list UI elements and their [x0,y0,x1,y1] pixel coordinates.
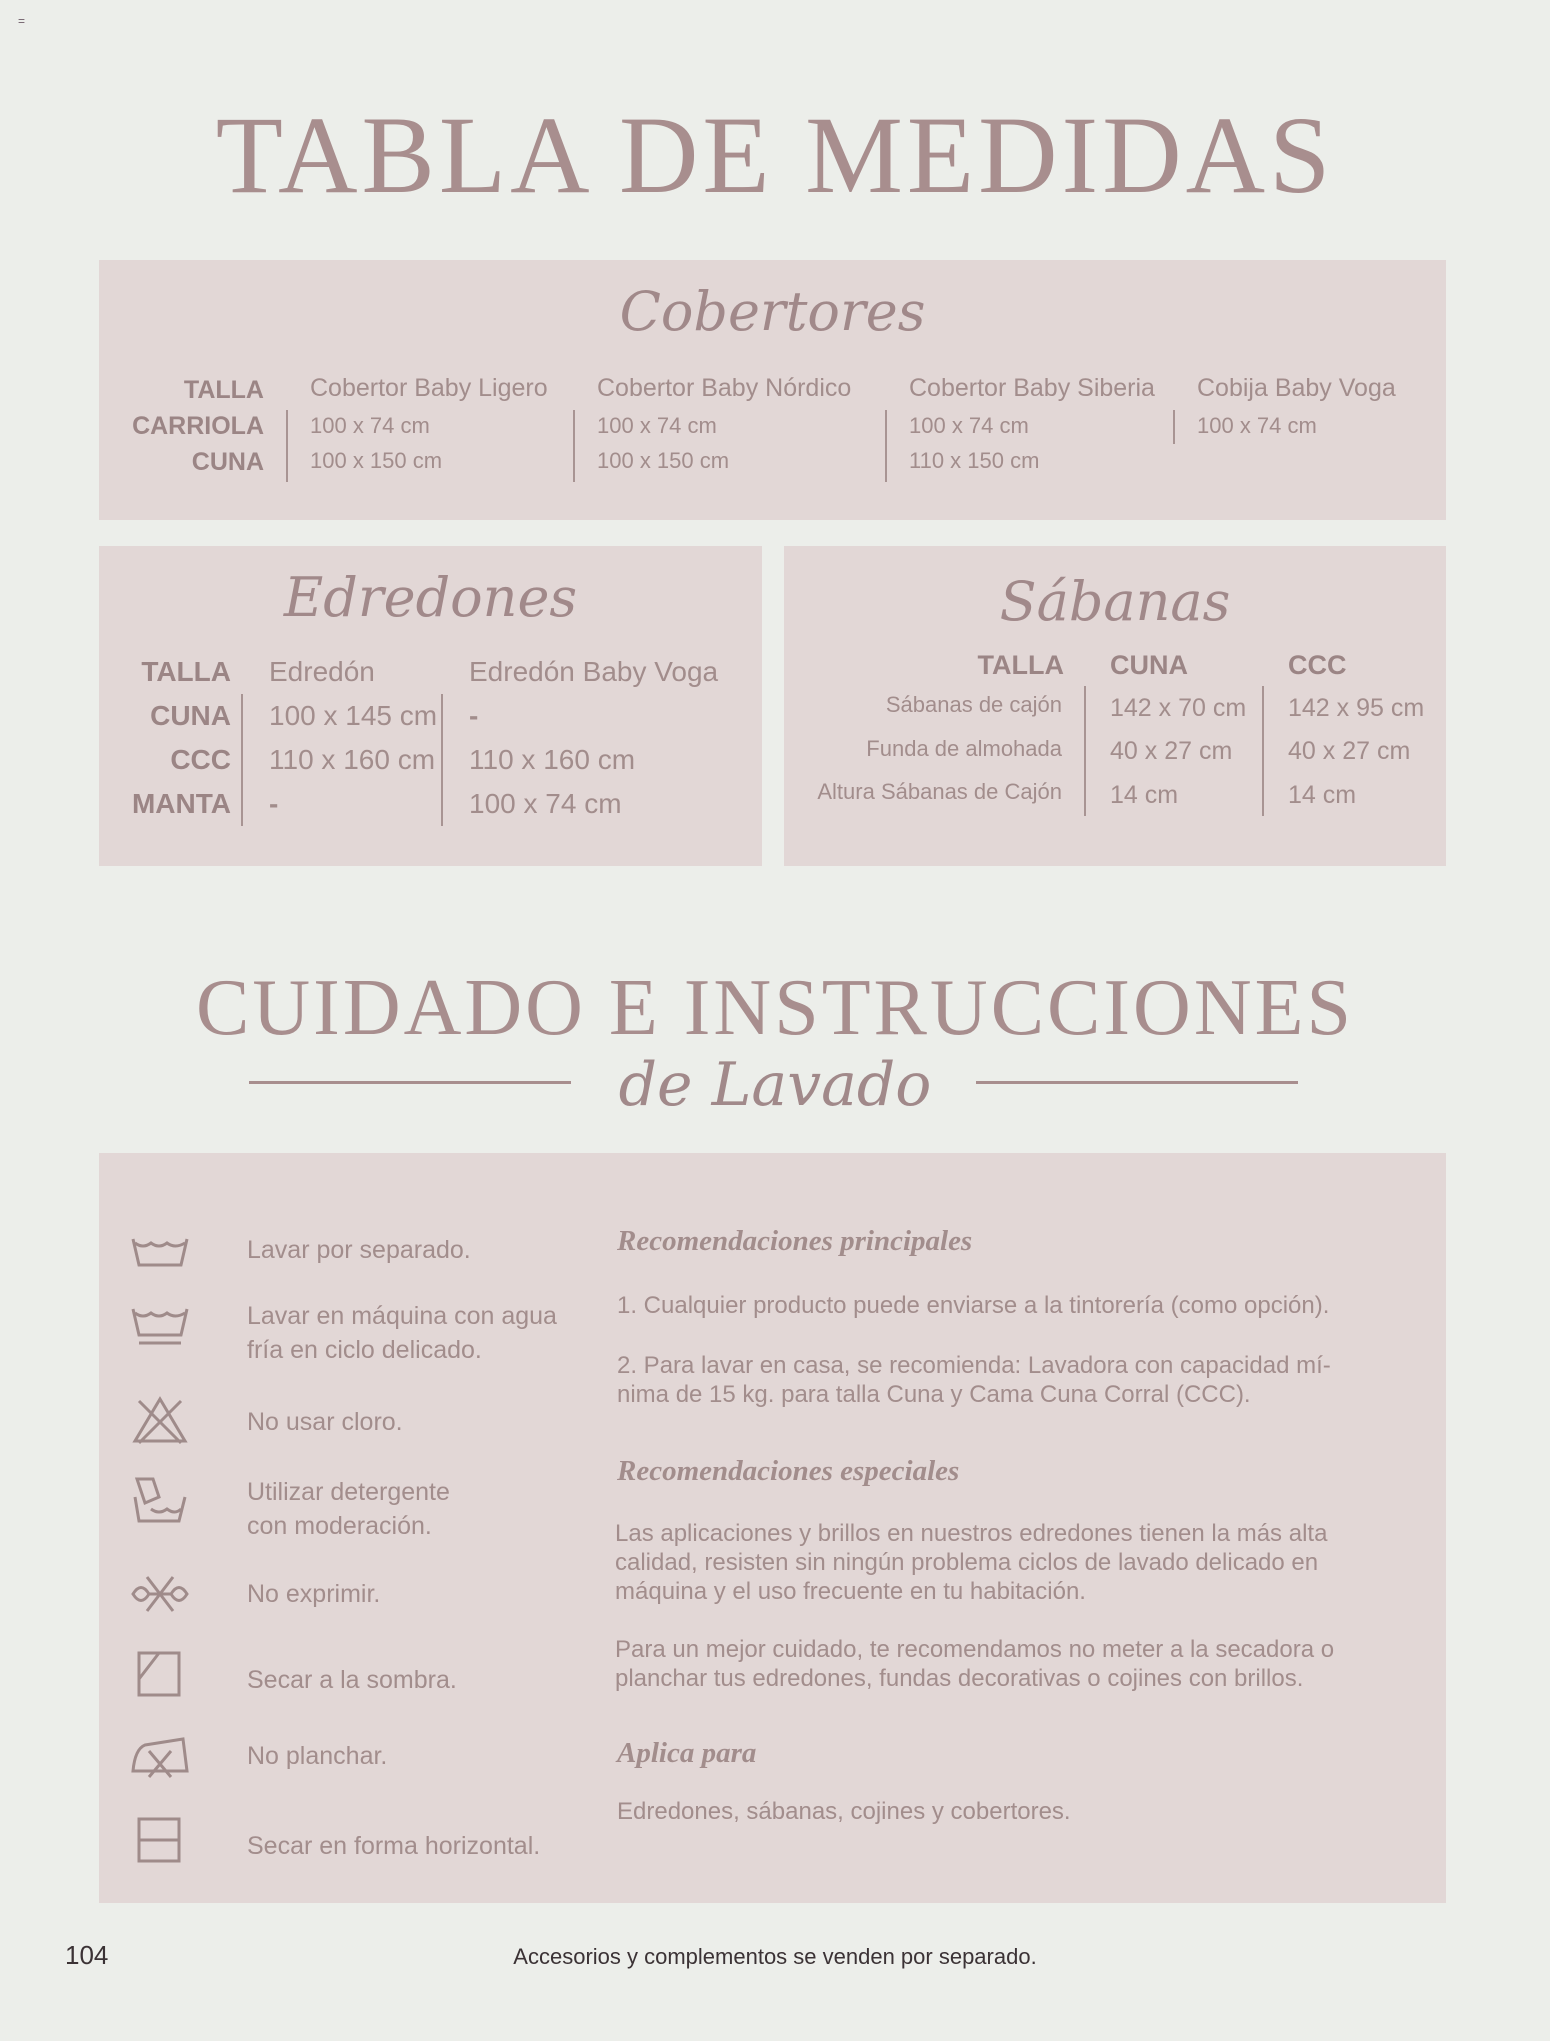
cell-value: - [269,788,279,819]
cobertores-title: Cobertores [619,280,926,343]
care-label: No usar cloro. [247,1408,403,1436]
care-label: Utilizar detergente [247,1478,450,1506]
column-title: Cobertor Baby Nórdico [597,374,852,402]
section-heading: Aplica para [617,1737,757,1769]
row-label-carriola: CARRIOLA [132,412,264,440]
column-title: Edredón [269,656,375,687]
care-subtitle: de Lavado [618,1050,932,1120]
column-title: CCC [1288,650,1347,680]
cell-value: 110 x 160 cm [469,744,636,775]
row-label-cuna: CUNA [191,448,264,476]
header-talla: TALLA [977,650,1064,680]
wash-tub-icon [129,1227,191,1277]
dry-shade-icon [129,1649,191,1699]
no-bleach-icon [129,1395,191,1445]
cell-value: 14 cm [1110,781,1179,809]
footer-note: Accesorios y complementos se venden por separado. [513,1944,1037,1969]
divider [1084,686,1086,816]
sabanas-panel [784,546,1446,866]
care-label: Lavar en máquina con agua [247,1302,557,1330]
cell-value: - [469,700,479,731]
cell-value: 142 x 70 cm [1110,694,1247,722]
divider [1262,686,1264,816]
column-title: CUNA [1110,650,1188,680]
cell-value: 14 cm [1288,781,1357,809]
care-title: CUIDADO E INSTRUCCIONES [196,964,1354,1052]
row-label: Sábanas de cajón [885,692,1062,717]
row-label-manta: MANTA [131,788,231,819]
section-heading: Recomendaciones principales [617,1225,973,1257]
care-label: No exprimir. [247,1580,381,1608]
dry-flat-icon [129,1815,191,1865]
care-label: No planchar. [247,1742,388,1770]
page-title: TABLA DE MEDIDAS [215,94,1335,216]
paragraph: planchar tus edredones, fundas decorativas o cojines con brillos. [615,1665,1304,1692]
paragraph: 1. Cualquier producto puede enviarse a la tintorería (como opción). [617,1292,1330,1319]
column-title: Cobertor Baby Siberia [909,374,1155,402]
divider [241,694,243,826]
edredones-title: Edredones [283,566,578,629]
section-heading: Recomendaciones especiales [617,1455,960,1487]
paragraph: Las aplicaciones y brillos en nuestros edredones tienen la más alta [615,1520,1328,1547]
divider [885,410,887,482]
paragraph: Para un mejor cuidado, te recomendamos no meter a la secadora o [615,1636,1335,1663]
divider-rule [976,1081,1298,1084]
paragraph: nima de 15 kg. para talla Cuna y Cama Cuna Corral (CCC). [617,1381,1251,1408]
cell-value: 100 x 74 cm [1197,413,1317,438]
sabanas-title: Sábanas [999,570,1231,633]
divider [1173,410,1175,444]
care-label: Lavar por separado. [247,1236,471,1264]
care-label: fría en ciclo delicado. [247,1336,482,1364]
no-iron-icon [129,1731,191,1781]
cell-value: 100 x 145 cm [269,700,438,731]
machine-wash-icon [129,1299,191,1349]
no-wring-icon [129,1569,191,1619]
row-label-talla: TALLA [183,376,264,404]
row-label-ccc: CCC [170,744,231,775]
cell-value: 100 x 74 cm [597,413,717,438]
paragraph: 2. Para lavar en casa, se recomienda: Lavadora con capacidad mí- [617,1352,1331,1379]
paragraph: máquina y el uso frecuente en tu habitación. [615,1578,1086,1605]
row-label: Altura Sábanas de Cajón [817,779,1062,804]
care-panel [99,1153,1446,1903]
care-label: Secar a la sombra. [247,1666,457,1694]
divider [441,694,443,826]
column-title: Cobertor Baby Ligero [310,374,548,402]
cell-value: 100 x 74 cm [310,413,430,438]
page-number: 104 [65,1940,109,1970]
cell-value: 40 x 27 cm [1110,737,1233,765]
cell-value: 110 x 150 cm [909,448,1040,473]
cell-value: 100 x 150 cm [310,448,443,473]
column-title: Edredón Baby Voga [469,656,719,687]
cell-value: 100 x 74 cm [909,413,1029,438]
row-label-talla: TALLA [141,656,231,687]
care-label: con moderación. [247,1512,432,1540]
column-title: Cobija Baby Voga [1197,374,1396,402]
menu-icon[interactable]: = [18,14,26,28]
cell-value: 110 x 160 cm [269,744,436,775]
detergent-icon [129,1475,191,1525]
divider [286,410,288,482]
row-label: Funda de almohada [866,736,1062,761]
paragraph: calidad, resisten sin ningún problema ciclos de lavado delicado en [615,1549,1319,1576]
row-label-cuna: CUNA [150,700,231,731]
cell-value: 40 x 27 cm [1288,737,1411,765]
cell-value: 142 x 95 cm [1288,694,1425,722]
divider [573,410,575,482]
paragraph: Edredones, sábanas, cojines y cobertores. [617,1798,1071,1825]
cobertores-panel [99,260,1446,520]
care-label: Secar en forma horizontal. [247,1832,541,1860]
cell-value: 100 x 74 cm [469,788,622,819]
edredones-panel [99,546,762,866]
cell-value: 100 x 150 cm [597,448,730,473]
